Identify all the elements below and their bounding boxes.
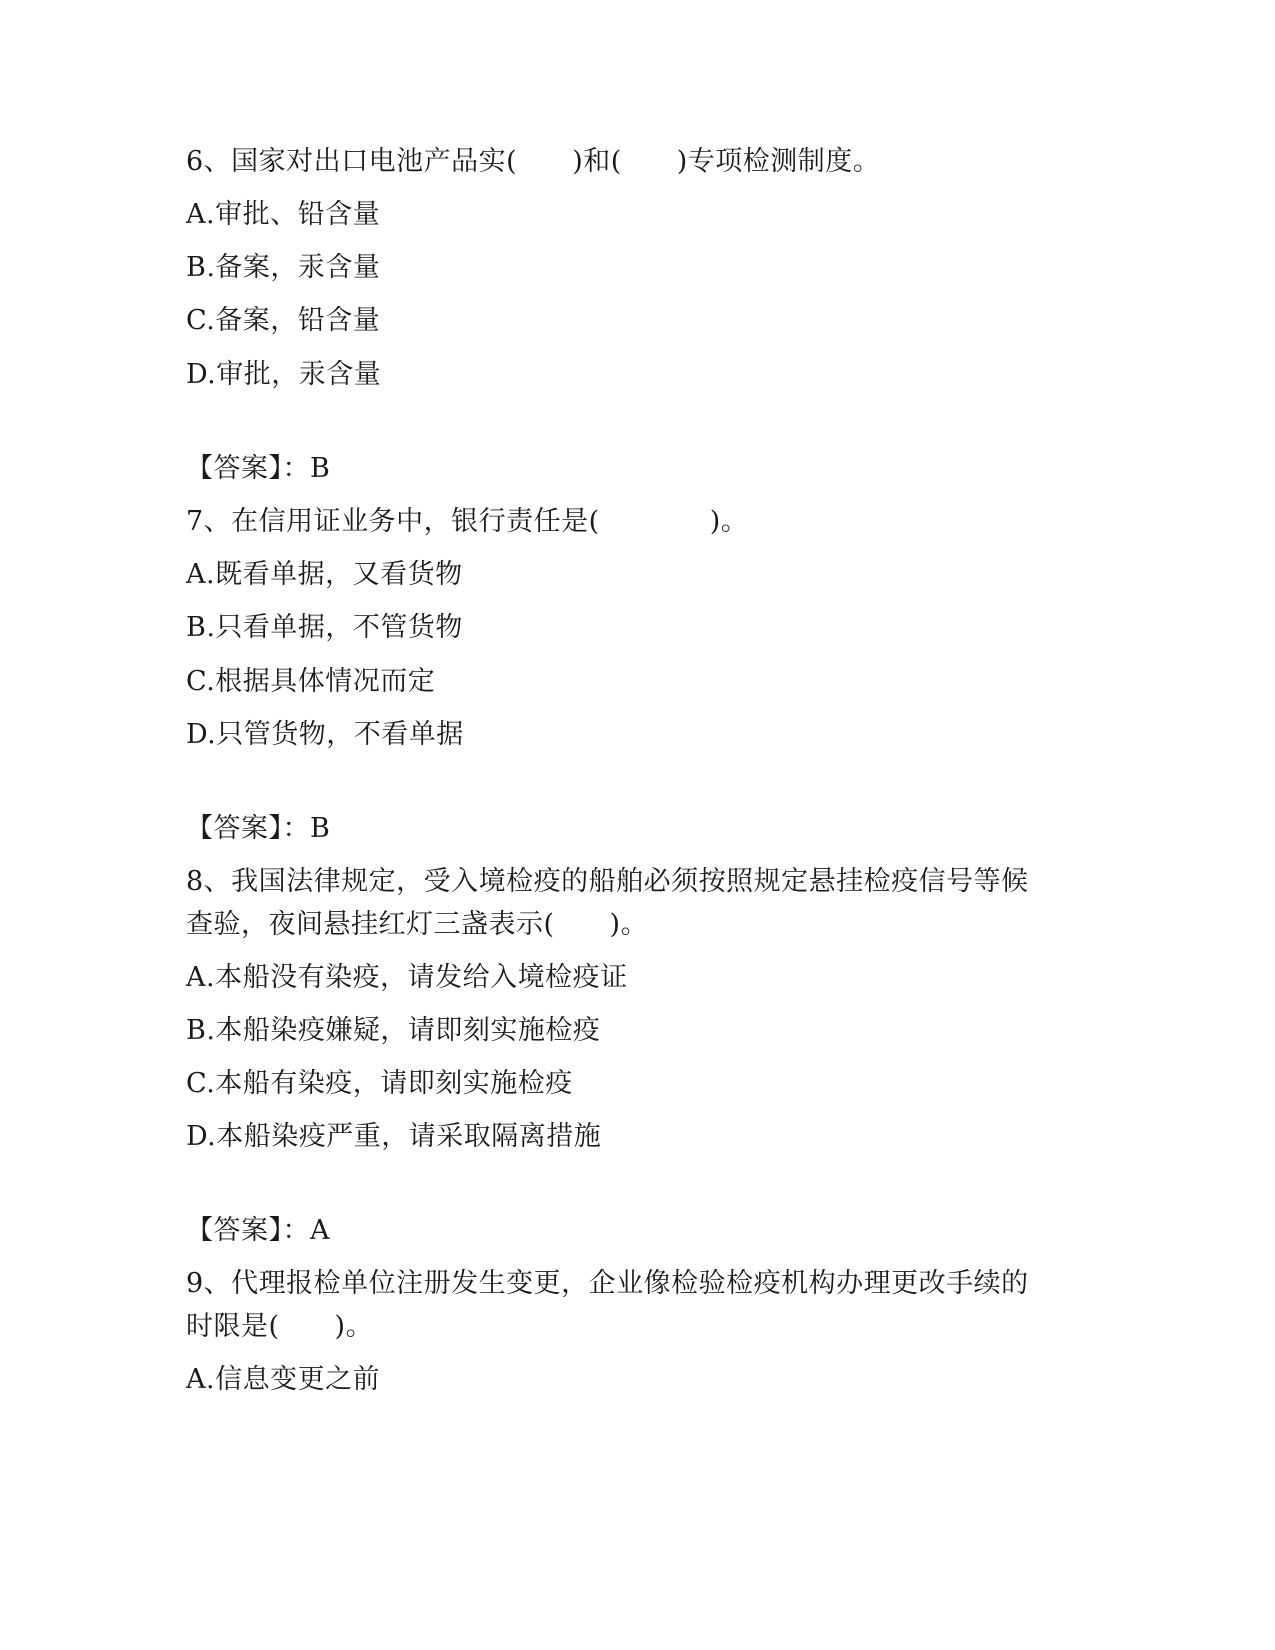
question-7-option-c: C.根据具体情况而定: [186, 666, 436, 697]
question-7-option-a: A.既看单据，又看货物: [186, 559, 463, 590]
question-9-option-a: A.信息变更之前: [186, 1364, 381, 1395]
question-6-stem: 6、国家对出口电池产品实( )和( )专项检测制度。: [186, 146, 881, 177]
question-6-option-d: D.审批，汞含量: [186, 359, 382, 390]
question-9-stem-line-2: 时限是( )。: [186, 1311, 374, 1342]
question-8-option-b: B.本船染疫嫌疑，请即刻实施检疫: [186, 1015, 601, 1046]
question-8-answer: 【答案】：A: [186, 1215, 330, 1246]
question-9-stem-line-1: 9、代理报检单位注册发生变更，企业像检验检疫机构办理更改手续的: [186, 1268, 1029, 1299]
question-8-stem-line-2: 查验，夜间悬挂红灯三盏表示( )。: [186, 909, 649, 940]
question-7-option-b: B.只看单据，不管货物: [186, 612, 463, 643]
question-6-option-b: B.备案，汞含量: [186, 252, 381, 283]
question-8-stem-line-1: 8、我国法律规定，受入境检疫的船舶必须按照规定悬挂检疫信号等候: [186, 866, 1029, 897]
question-8-option-d: D.本船染疫严重，请采取隔离措施: [186, 1121, 602, 1152]
question-8-option-c: C.本船有染疫，请即刻实施检疫: [186, 1068, 573, 1099]
question-7-stem: 7、在信用证业务中，银行责任是( )。: [186, 506, 749, 537]
question-7-answer: 【答案】：B: [186, 813, 331, 844]
question-6-answer: 【答案】：B: [186, 453, 331, 484]
question-6-option-c: C.备案，铅含量: [186, 305, 381, 336]
question-6-option-a: A.审批、铅含量: [186, 199, 381, 230]
question-7-option-d: D.只管货物，不看单据: [186, 719, 464, 750]
question-8-option-a: A.本船没有染疫，请发给入境检疫证: [186, 962, 628, 993]
